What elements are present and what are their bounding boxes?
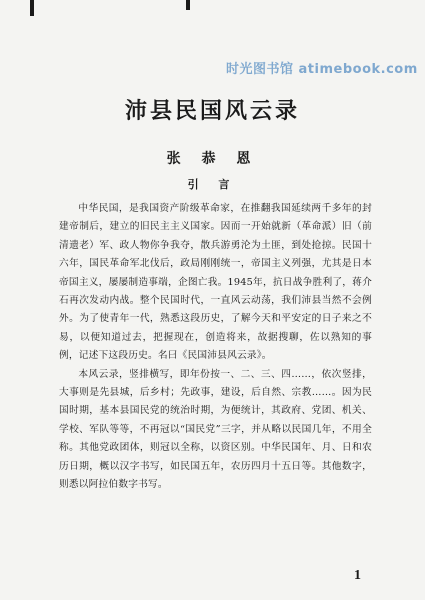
section-heading: 引 言 <box>187 178 238 191</box>
page-number: 1 <box>354 568 361 583</box>
watermark: 时光图书馆 atimebook.com <box>226 62 418 77</box>
page-title: 沛县民国风云录 <box>124 99 300 124</box>
author-name: 张 恭 恩 <box>166 151 259 167</box>
paragraph-conventions: 本风云录，竖排横写，即年份按一、二、三、四……，依次竖排，大事则是先县城，后乡村；先政事，建设，后自然、宗教……。因为民国时期，基本县国民党的统治时期，为便统计，其政府、党团、机关、学校、军队等等，不再冠以“国民党”三字，并从略以民国几年，不用全称。其他党政团体，则冠以全称，以资区别。中华民国年、月、日和农历日期，概以汉字书写，如民国五年，农历四月十五日等。其他数字，则悉以阿拉伯数字书写。 <box>59 368 372 491</box>
scan-mark-right <box>186 0 190 10</box>
paragraph-intro: 中华民国，是我国资产阶级革命家，在推翻我国延续两千多年的封建帝制后，建立的旧民主主义国家。因而一开始就新（革命派）旧（前清遗老）军、政人物你争我夺，散兵游勇沦为土匪，到处抢掠。民国十六年，国民革命军北伐后，政局刚刚统一，帝国主义列强，尤其是日本帝国主义，屡屡制造事端，企图亡我。1945年，抗日战争胜利了，蒋介石再次发动内战。整个民国时代，一直风云动荡，我们沛县当然不会例外。为了使青年一代，熟悉这段历史，了解今天和平安定的日子来之不易，以便知道过去，把握现在，创造将来，故据搜聊，佐以熟知的事例，记述下这段历史。名曰《民国沛县风云录》。 <box>59 203 372 362</box>
body-text <box>59 200 372 495</box>
scan-mark-left <box>30 0 34 16</box>
